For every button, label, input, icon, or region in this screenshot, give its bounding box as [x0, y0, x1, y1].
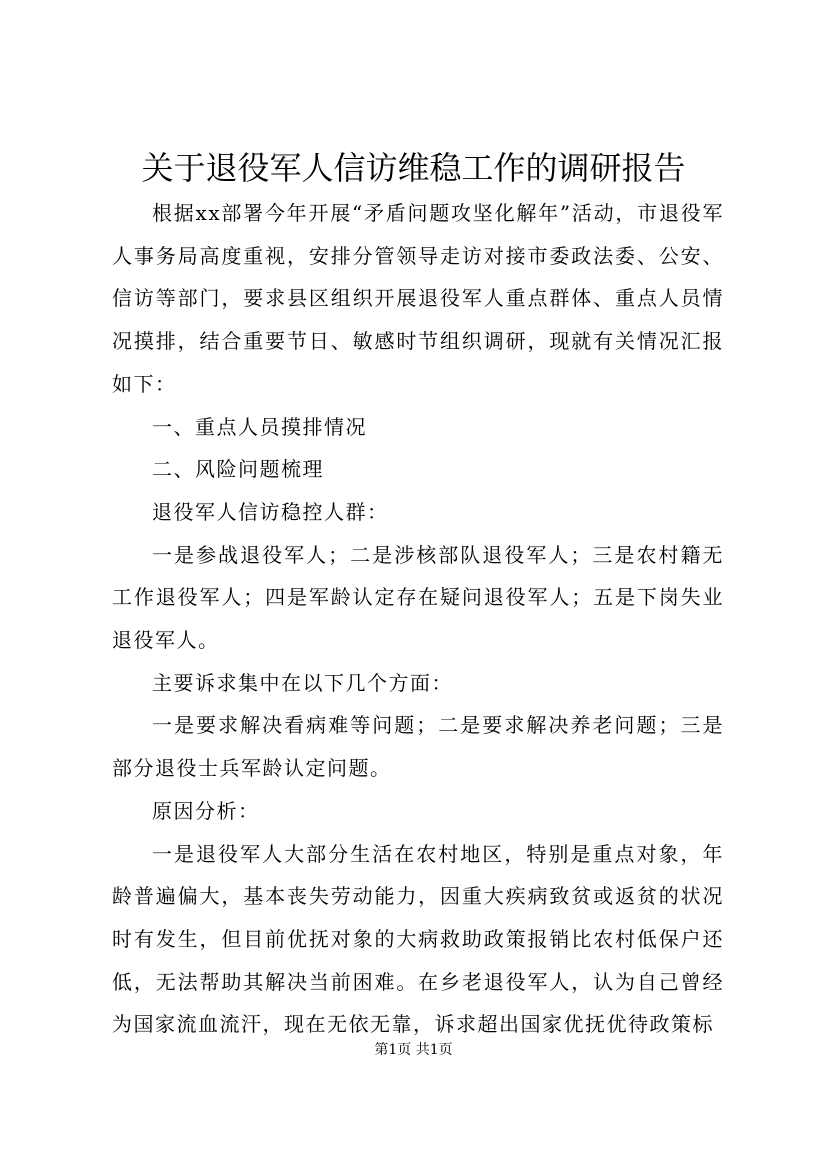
paragraph-causes: 一是退役军人大部分生活在农村地区，特别是重点对象，年龄普遍偏大，基本丧失劳动能力，因重大疾病致贫或返贫的状况时有发生，但目前优抚对象的大病救助政策报销比农村低保户还低，无法帮助其解决当前困难。在乡老退役军人，认为自己曾经为国家流血流汗，现在无依无靠，诉求超出国家优抚优待政策标: [112, 841, 724, 1037]
paragraph-groups-label: 退役军人信访稳控人群：: [152, 499, 389, 524]
page-number-footer: 第1页 共1页: [374, 1042, 453, 1058]
paragraph-intro: 根据xx部署今年开展“矛盾问题攻坚化解年”活动，市退役军人事务局高度重视，安排分管领导走访对接市委政法委、公安、信访等部门，要求县区组织开展退役军人重点群体、重点人员情况摸排，结合重要节日、敏感时节组织调研，现就有关情况汇报如下：: [112, 201, 724, 396]
paragraph-demands: 一是要求解决看病难等问题；二是要求解决养老问题；三是部分退役士兵军龄认定问题。: [112, 713, 724, 781]
paragraph-demands-label: 主要诉求集中在以下几个方面：: [152, 670, 453, 695]
paragraph-groups: 一是参战退役军人；二是涉核部队退役军人；三是农村籍无工作退役军人；四是军龄认定存在疑问退役军人；五是下岗失业退役军人。: [112, 542, 724, 653]
document-title: 关于退役军人信访维稳工作的调研报告: [141, 149, 686, 187]
section-heading-1: 一、重点人员摸排情况: [152, 414, 367, 439]
section-heading-2: 二、风险问题梳理: [152, 457, 324, 482]
document-body: [112, 192, 724, 1046]
paragraph-causes-label: 原因分析：: [152, 798, 260, 823]
